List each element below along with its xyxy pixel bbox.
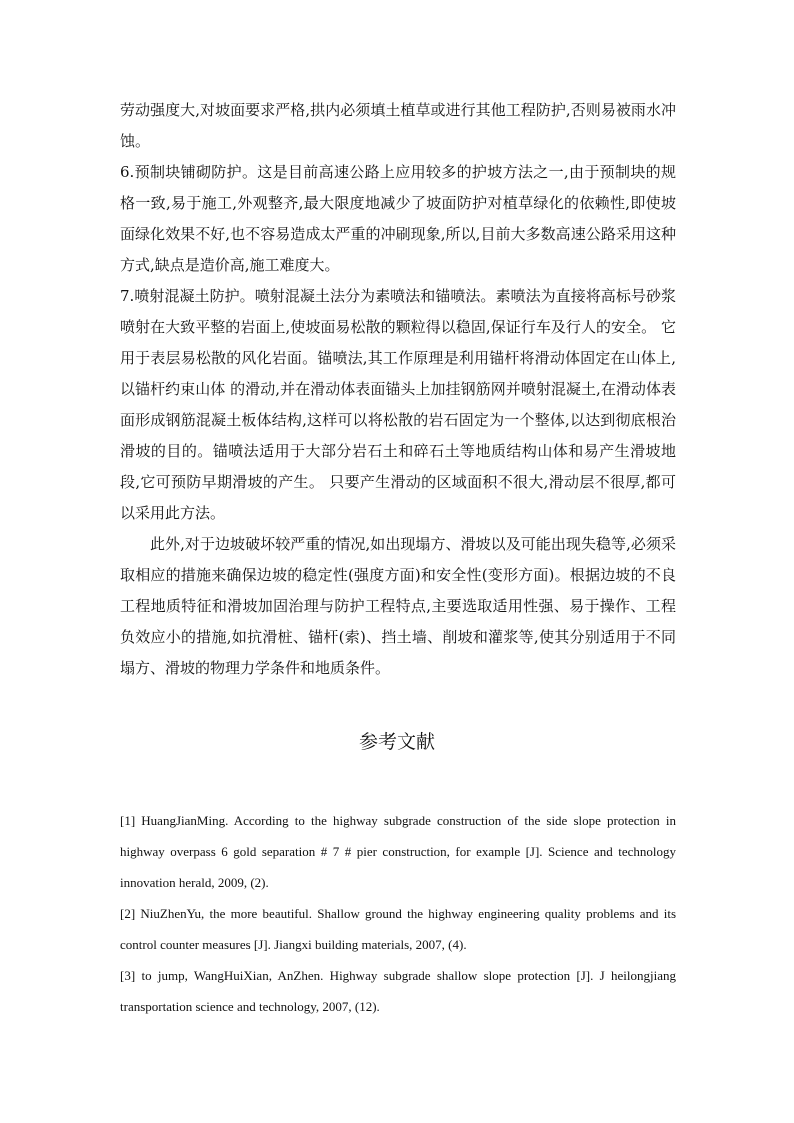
reference-item-1: [1] HuangJianMing. According to the highway subgrade construction of the side slope protection in highway overpass 6 gold separation # 7 # pier construction, for example [J]. Science and technology innovation herald, 2009, (2). bbox=[120, 813, 676, 890]
reference-item-3: [3] to jump, WangHuiXian, AnZhen. Highway subgrade shallow slope protection [J]. J heilongjiang transportation science and technology, 2007, (12). bbox=[120, 968, 676, 1014]
reference-item-2: [2] NiuZhenYu, the more beautiful. Shallow ground the highway engineering quality problems and its control counter measures [J]. Jiangxi building materials, 2007, (4). bbox=[120, 906, 676, 952]
references-heading: 参考文献 bbox=[358, 731, 435, 753]
paragraph-continuation: 劳动强度大,对坡面要求严格,拱内必须填土植草或进行其他工程防护,否则易被雨水冲蚀。 bbox=[120, 101, 676, 150]
paragraph-summary: 此外,对于边坡破坏较严重的情况,如出现塌方、滑坡以及可能出现失稳等,必须采取相应的措施来确保边坡的稳定性(强度方面)和安全性(变形方面)。根据边坡的不良工程地质特征和滑坡加固治理与防护工程特点,主要选取适用性强、易于操作、工程负效应小的措施,如抗滑桩、锚杆(索)、挡土墙、削坡和灌浆等,使其分别适用于不同塌方、滑坡的物理力学条件和地质条件。 bbox=[120, 535, 676, 677]
body-text bbox=[120, 95, 676, 684]
paragraph-item-7: 7.喷射混凝土防护。喷射混凝土法分为素喷法和锚喷法。素喷法为直接将高标号砂浆喷射在大致平整的岩面上,使坡面易松散的颗粒得以稳固,保证行车及行人的安全。 它用于表层易松散的风化岩面。锚喷法,其工作原理是利用锚杆将滑动体固定在山体上,以锚杆约束山体 的滑动,并在滑动体表面锚头上加挂钢筋网并喷射混凝土,在滑动体表面形成钢筋混凝土板体结构,这样可以将松散的岩石固定为一个整体,以达到彻底根治滑坡的目的。锚喷法适用于大部分岩石土和碎石土等地质结构山体和易产生滑坡地段,它可预防早期滑坡的产生。 只要产生滑动的区域面积不很大,滑动层不很厚,都可以采用此方法。 bbox=[120, 287, 676, 522]
references-list bbox=[120, 805, 676, 1022]
paragraph-item-6: 6.预制块铺砌防护。这是目前高速公路上应用较多的护坡方法之一,由于预制块的规格一致,易于施工,外观整齐,最大限度地减少了坡面防护对植草绿化的依赖性,即使坡面绿化效果不好,也不容易造成太严重的冲刷现象,所以,目前大多数高速公路采用这种方式,缺点是造价高,施工难度大。 bbox=[120, 163, 676, 274]
